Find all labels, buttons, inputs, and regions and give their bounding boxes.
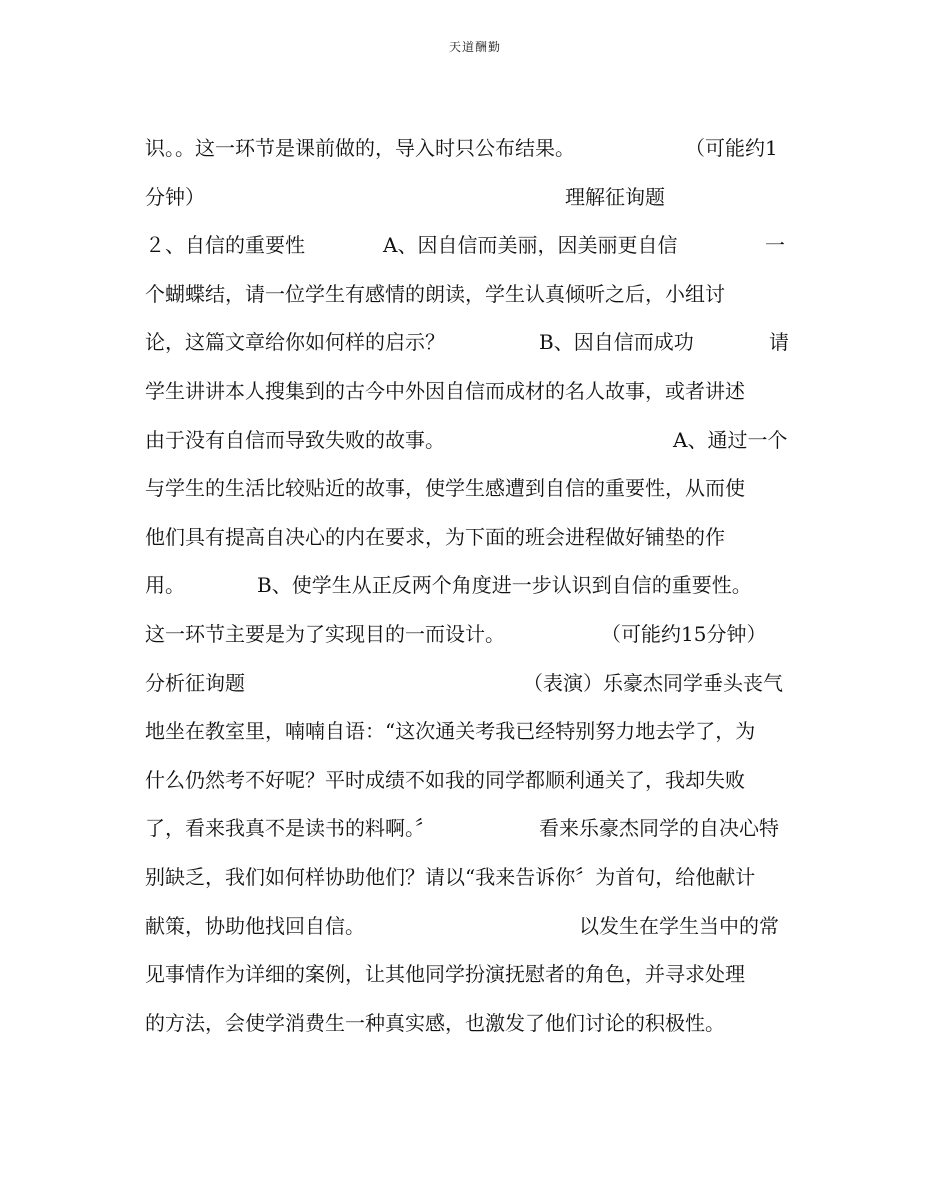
text-line-18-seg-1: 见事情作为详细的案例，让其他同学扮演抚慰者的角色，并寻求处理 (145, 962, 745, 987)
text-line-12 (145, 667, 825, 716)
text-line-13 (145, 715, 825, 764)
text-line-9-seg-1: 他们具有提高自决心的内在要求，为下面的班会进程做好铺垫的作 (145, 524, 725, 549)
text-line-11 (145, 618, 825, 667)
text-line-3-seg-3: 一 (765, 233, 785, 258)
text-line-7-seg-2: A、通过一个 (673, 427, 788, 452)
text-line-3 (145, 229, 825, 278)
text-line-17-seg-1: 献策，协助他找回自信。 (145, 913, 365, 938)
text-line-1 (145, 132, 825, 181)
text-line-3-seg-1: ２、自信的重要性 (145, 233, 305, 258)
text-line-6 (145, 375, 825, 424)
text-line-5-seg-3: 请 (769, 330, 789, 355)
text-line-7-seg-1: 由于没有自信而导致失败的故事。 (145, 427, 445, 452)
text-line-5-seg-1: 论，这篇文章给你如何样的启示？ (145, 330, 445, 355)
text-line-2-seg-1: 分钟） (145, 184, 205, 209)
text-line-10-seg-1: 用。 (145, 573, 185, 598)
text-line-11-seg-2: （可能约15分钟） (601, 621, 767, 646)
text-line-17 (145, 910, 825, 959)
text-line-1-seg-2: （可能约1 (685, 136, 778, 160)
text-line-10-seg-2: B、使学生从正反两个角度进一步认识到自信的重要性。 (257, 573, 752, 598)
text-line-17-seg-2: 以发生在学生当中的常 (579, 913, 779, 938)
text-line-19 (145, 1007, 825, 1056)
text-line-16 (145, 861, 825, 910)
text-line-4 (145, 278, 825, 327)
text-line-18 (145, 958, 825, 1007)
text-line-11-seg-1: 这一环节主要是为了实现目的一而设计。 (145, 621, 505, 646)
text-line-10 (145, 569, 825, 618)
text-line-5-seg-2: B、因自信而成功 (539, 330, 694, 355)
text-line-7 (145, 424, 825, 473)
text-line-5 (145, 326, 825, 375)
text-line-15-seg-2: 看来乐豪杰同学的自决心特 (539, 816, 779, 841)
text-line-2-seg-2: 理解征询题 (565, 184, 665, 209)
text-line-6-seg-1: 学生讲讲本人搜集到的古今中外因自信而成材的名人故事，或者讲述 (145, 378, 745, 403)
text-line-15-seg-1: 了，看来我真不是读书的料啊。〞 (145, 816, 435, 841)
text-line-8-seg-1: 与学生的生活比较贴近的故事，使学生感遭到自信的重要性，从而使 (145, 476, 745, 501)
text-line-9 (145, 521, 825, 570)
text-line-19-seg-1: 的方法，会使学消费生一种真实感，也激发了他们讨论的积极性。 (145, 1010, 725, 1035)
text-line-1-seg-1: 识。。这一环节是课前做的，导入时只公布结果。 (145, 136, 575, 160)
page-header: 天道酬勤 (448, 40, 501, 54)
text-line-16-seg-1: 别缺乏，我们如何样协助他们？请以“我来告诉你〞为首句，给他献计 (145, 864, 756, 889)
text-line-4-seg-1: 个蝴蝶结，请一位学生有感情的朗读，学生认真倾听之后，小组讨 (145, 281, 725, 306)
text-line-12-seg-1: 分析征询题 (145, 670, 245, 695)
text-line-14-seg-1: 什么仍然考不好呢？平时成绩不如我的同学都顺利通关了，我却失败 (145, 767, 745, 792)
text-line-2 (145, 181, 825, 230)
text-line-8 (145, 472, 825, 521)
text-line-3-seg-2: A、因自信而美丽，因美丽更自信 (383, 233, 678, 258)
body-text (145, 132, 825, 1055)
text-line-13-seg-1: 地坐在教室里，喃喃自语：“这次通关考我已经特别努力地去学了，为 (145, 719, 756, 744)
text-line-14 (145, 764, 825, 813)
text-line-12-seg-2: （表演）乐豪杰同学垂头丧气 (523, 670, 783, 695)
text-line-15 (145, 812, 825, 861)
